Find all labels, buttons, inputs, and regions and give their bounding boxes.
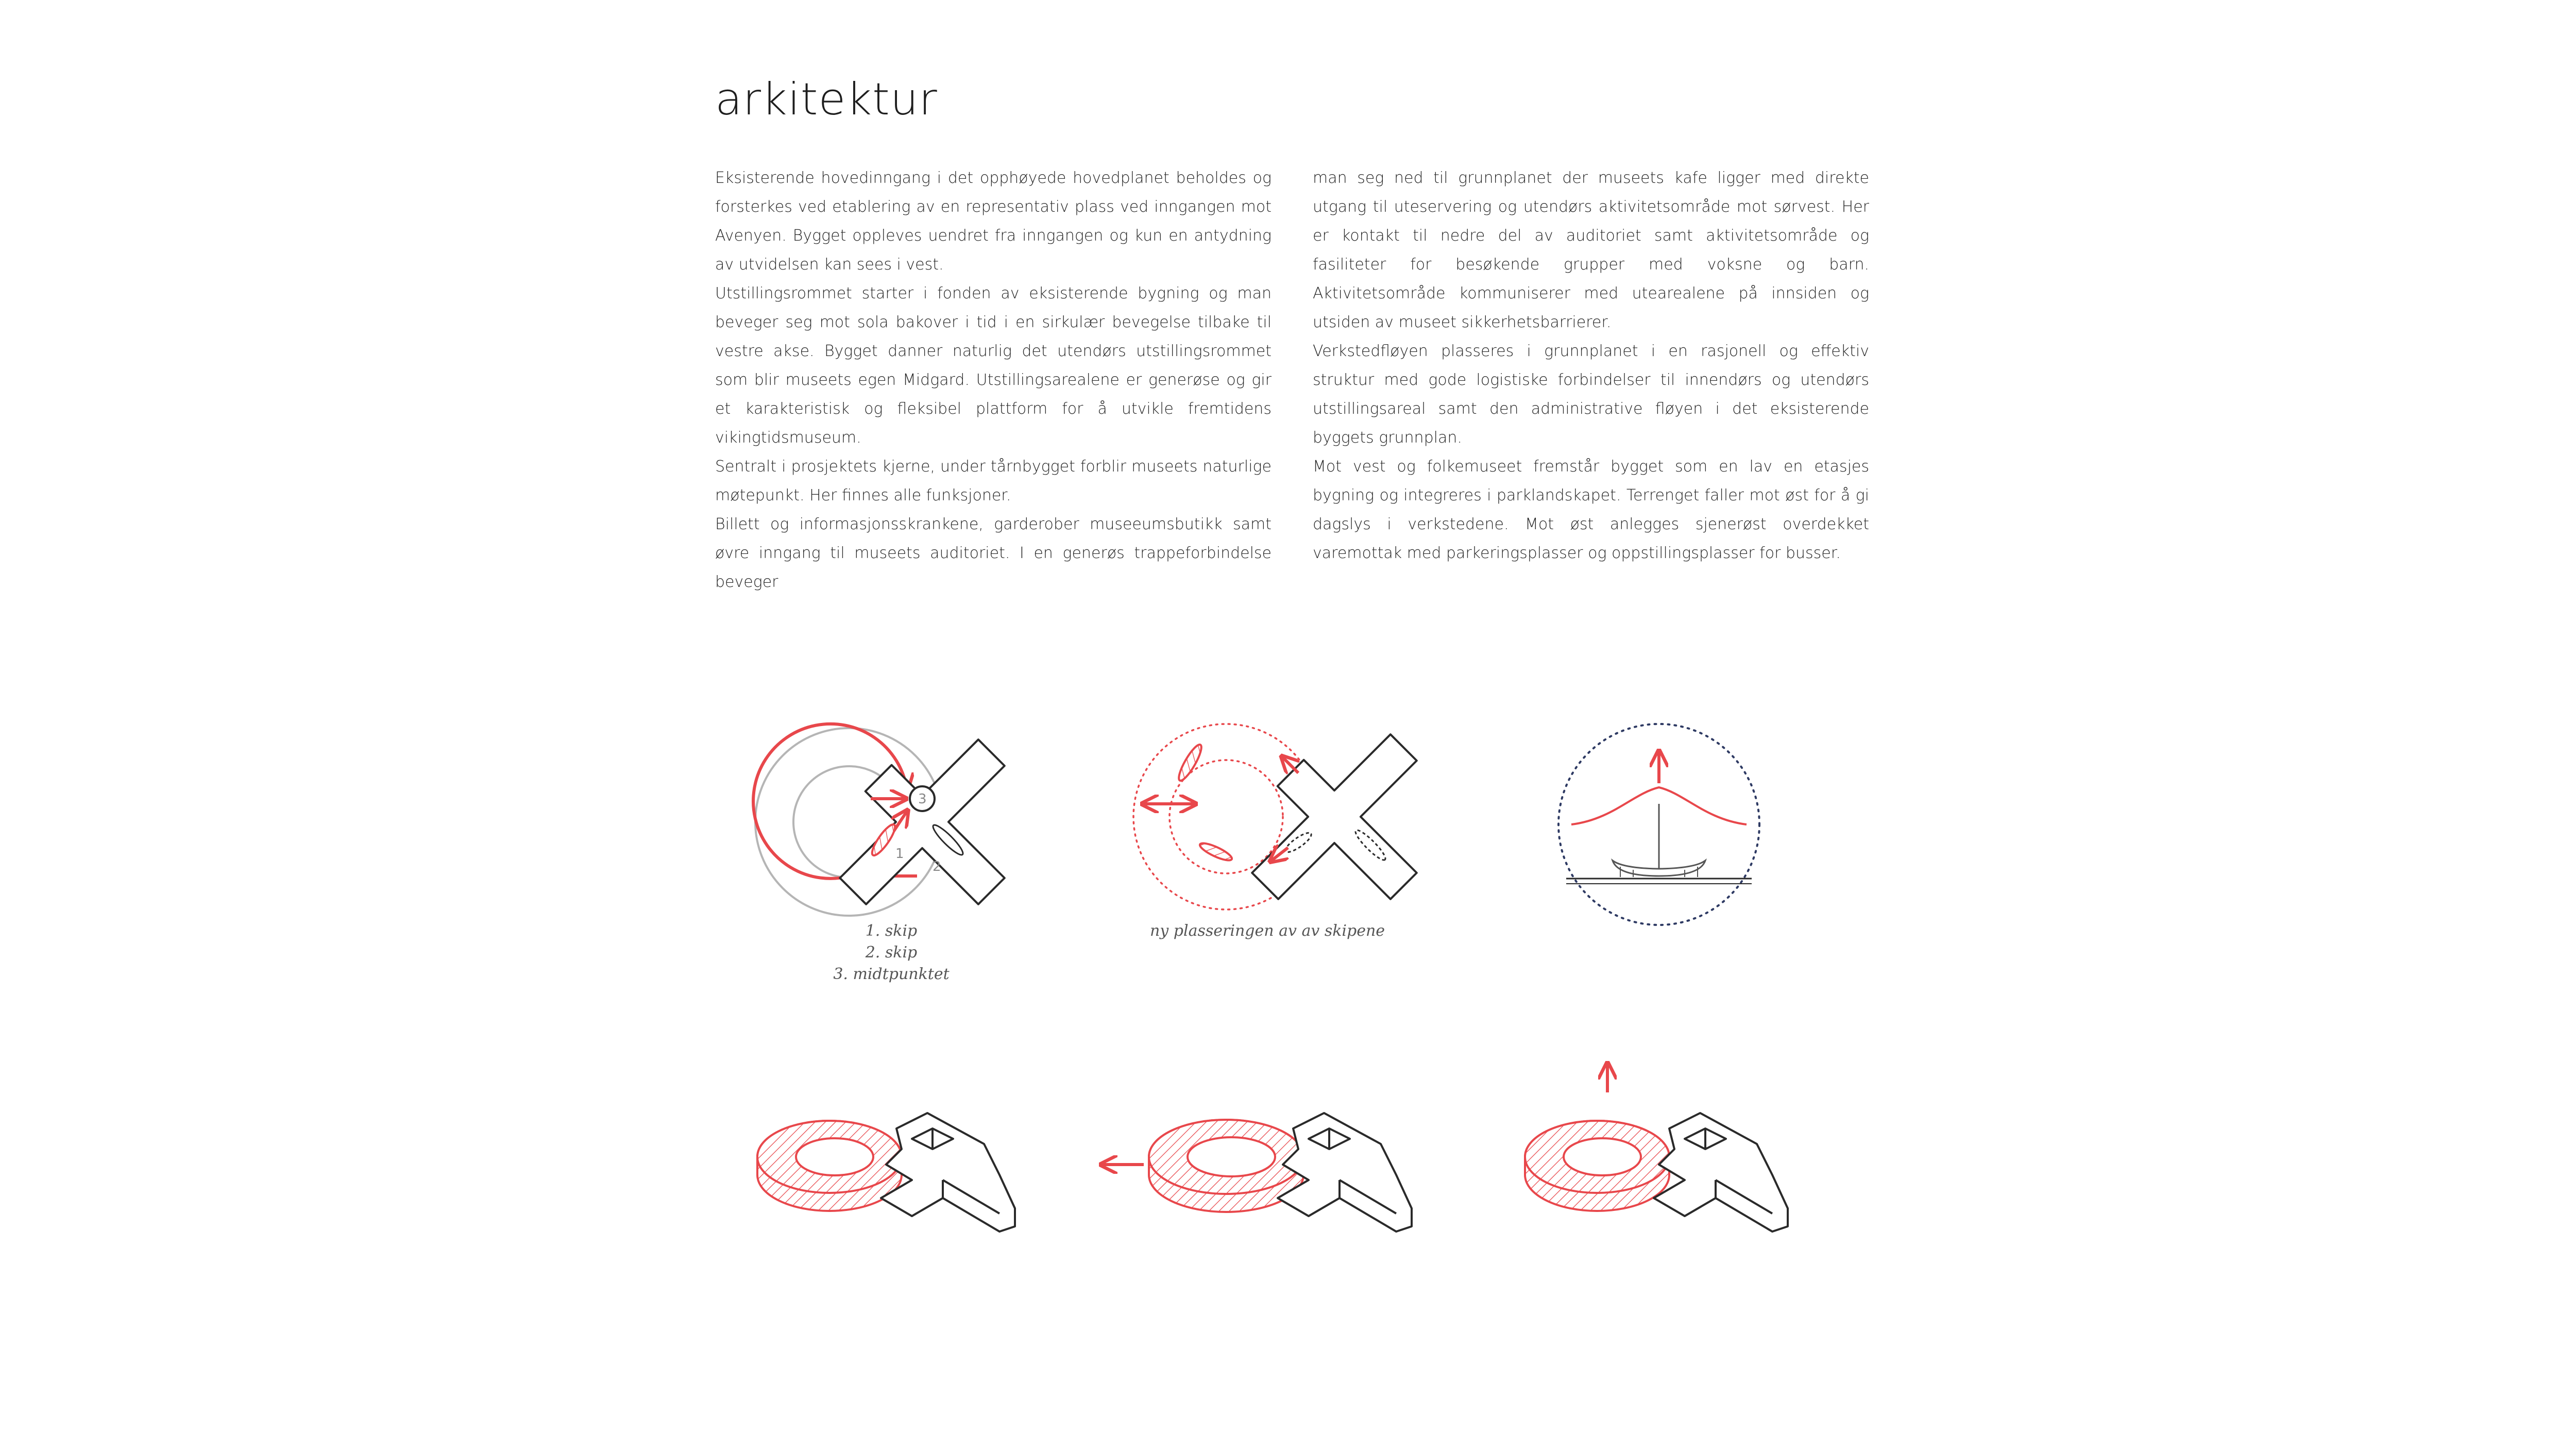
ring-hole <box>1564 1138 1641 1175</box>
ring-hole <box>1188 1137 1275 1176</box>
paragraph: Verkstedfløyen plasseres i grunnplanet i en rasjonell og effektiv struktur med gode logistiske forbindelser til innendørs og utendørs utstillingsareal samt den administrative fløyen i det eksisterende byggets grunnplan. <box>1313 342 1869 447</box>
paragraph: Utstillingsrommet starter i fonden av eksisterende bygning og man beveger seg mot sola bakover i tid i en sirkulær bevegelse tilbake til vestre akse. Bygget danner naturlig det utendørs utstillingsrommet som blir museets egen Midgard. Utstillingsarealene er generøse og gir et karakteristisk og fleksibel plattform for å utvikle fremtidens vikingtidsmuseum. <box>715 284 1272 447</box>
axonometric-lift <box>1525 1062 1814 1242</box>
diagram1-caption <box>804 920 979 985</box>
arrow-up-left <box>1283 757 1298 773</box>
paragraph: Eksisterende hovedinngang i det opphøyede hovedplanet beholdes og forsterkes ved etablering av en representativ plass ved inngangen mot Avenyen. Bygget oppleves uendret fra inngangen og kun en antydning av utvidelsen kan sees i vest. <box>715 169 1272 274</box>
ship-new-position-icon <box>1198 840 1233 863</box>
paragraph: man seg ned til grunnplanet der museets kafe ligger med direkte utgang til uteservering og utendørs aktivitetsområde mot sørvest. Her er kontakt til nedre del av auditoriet samt aktivitetsområde og fasiliteter for besøkende grupper med voksne og barn. Aktivitetsområde kommuniserer med utearealene på innsiden og utsiden av museet sikkerhetsbarrierer. <box>1313 169 1869 331</box>
label-1: 1 <box>895 846 904 862</box>
paragraph: Billett og informasjonsskrankene, garderober museeumsbutikk samt øvre inngang til museets auditoriet. I en generøs trappeforbindelse beveger <box>715 515 1272 591</box>
diagram-circulation-plan <box>752 721 1041 917</box>
diagram-section-ship <box>1556 721 1772 938</box>
ship-new-position-icon <box>1175 742 1205 783</box>
text-column-right <box>1313 164 1869 568</box>
label-2: 2 <box>933 859 941 874</box>
ring-hole <box>796 1138 873 1175</box>
axonometric-west <box>1097 1108 1427 1242</box>
caption-line: 3. midtpunktet <box>833 965 950 983</box>
cross-building <box>1222 704 1473 955</box>
label-3: 3 <box>918 791 927 807</box>
diagram-ship-relocation <box>1133 714 1443 909</box>
axonometric-base <box>757 1108 1025 1242</box>
cross-axo <box>881 1113 1015 1232</box>
cross-axo <box>1654 1113 1788 1232</box>
paragraph: Sentralt i prosjektets kjerne, under tårnbygget forblir museets naturlige møtepunkt. Her finnes alle funksjoner. <box>715 458 1272 504</box>
caption-line: 1. skip <box>865 922 918 940</box>
diagram2-caption: ny plasseringen av av skipene <box>1149 922 1385 940</box>
paragraph: Mot vest og folkemuseet fremstår bygget som en lav en etasjes bygning og integreres i parklandskapet. Terrenget faller mot øst for å gi dagslys i verkstedene. Mot øst anlegges sjenerøst overdekket varemottak med parkeringsplasser og oppstillingsplasser for busser. <box>1313 458 1869 562</box>
caption-line: 2. skip <box>865 943 918 962</box>
page-title: arkitektur <box>715 74 938 125</box>
text-column-left <box>715 164 1272 597</box>
cross-axo <box>1278 1113 1412 1232</box>
